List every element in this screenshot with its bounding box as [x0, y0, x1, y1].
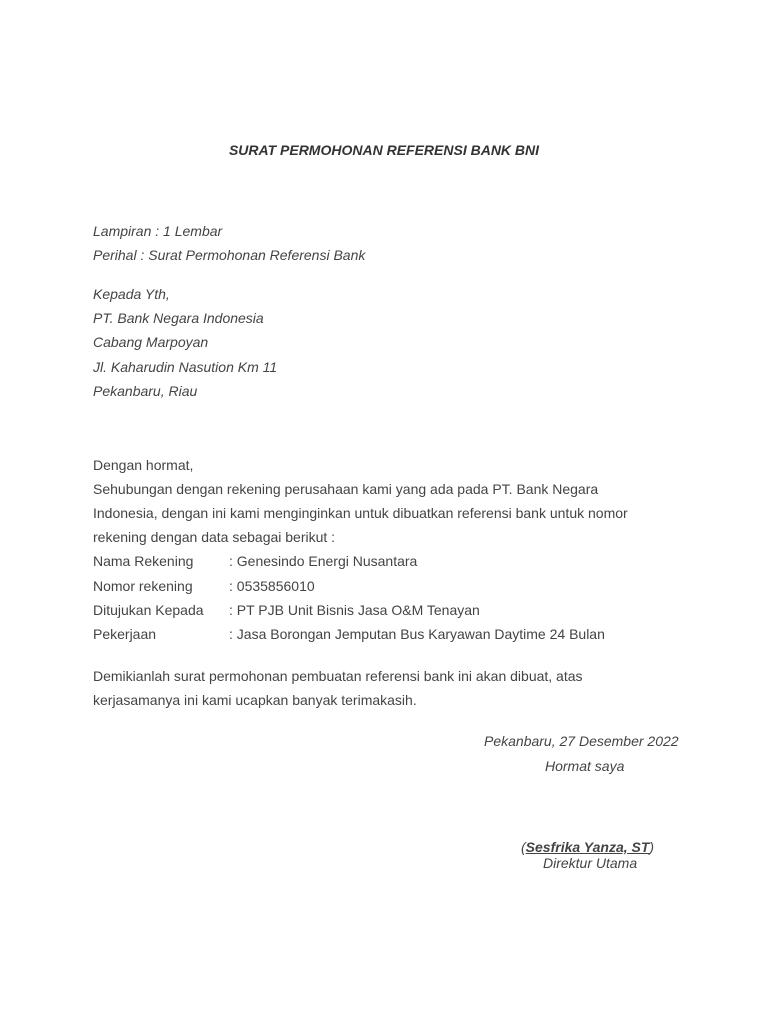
recipient-city: Pekanbaru, Riau [93, 383, 198, 399]
field-label-ditujukan-kepada: Ditujukan Kepada [93, 602, 204, 618]
perihal-line: Perihal : Surat Permohonan Referensi Bank [93, 247, 366, 263]
recipient-bank: PT. Bank Negara Indonesia [93, 310, 264, 326]
signatory-position: Direktur Utama [543, 855, 638, 871]
place-date: Pekanbaru, 27 Desember 2022 [484, 733, 679, 749]
closing-line: Demikianlah surat permohonan pembuatan referensi bank ini akan dibuat, atas [93, 668, 583, 684]
body-line: Sehubungan dengan rekening perusahaan kami yang ada pada PT. Bank Negara [93, 481, 599, 497]
signatory-name: Sesfrika Yanza, ST [525, 839, 650, 855]
open-paren: ( [521, 839, 526, 855]
lampiran-line: Lampiran : 1 Lembar [93, 223, 223, 239]
regards: Hormat saya [545, 758, 625, 774]
body-line: rekening dengan data sebagai berikut : [93, 529, 336, 545]
field-label-nomor-rekening: Nomor rekening [93, 578, 193, 594]
recipient-street: Jl. Kaharudin Nasution Km 11 [93, 359, 278, 375]
salutation: Dengan hormat, [93, 457, 194, 473]
field-value-nama-rekening: : Genesindo Energi Nusantara [229, 553, 418, 569]
field-value-pekerjaan: : Jasa Borongan Jemputan Bus Karyawan Daytime 24 Bulan [229, 626, 605, 642]
body-line: Indonesia, dengan ini kami menginginkan untuk dibuatkan referensi bank untuk nomor [93, 505, 628, 521]
recipient-branch: Cabang Marpoyan [93, 334, 209, 350]
letter-title: SURAT PERMOHONAN REFERENSI BANK BNI [228, 142, 540, 158]
field-label-pekerjaan: Pekerjaan [93, 626, 157, 642]
close-paren: ) [649, 839, 655, 855]
closing-line: kerjasamanya ini kami ucapkan banyak terimakasih. [93, 692, 417, 708]
field-label-nama-rekening: Nama Rekening [93, 553, 194, 569]
field-value-nomor-rekening: : 0535856010 [229, 578, 315, 594]
field-value-ditujukan-kepada: : PT PJB Unit Bisnis Jasa O&M Tenayan [229, 602, 480, 618]
recipient-greeting: Kepada Yth, [93, 286, 170, 302]
